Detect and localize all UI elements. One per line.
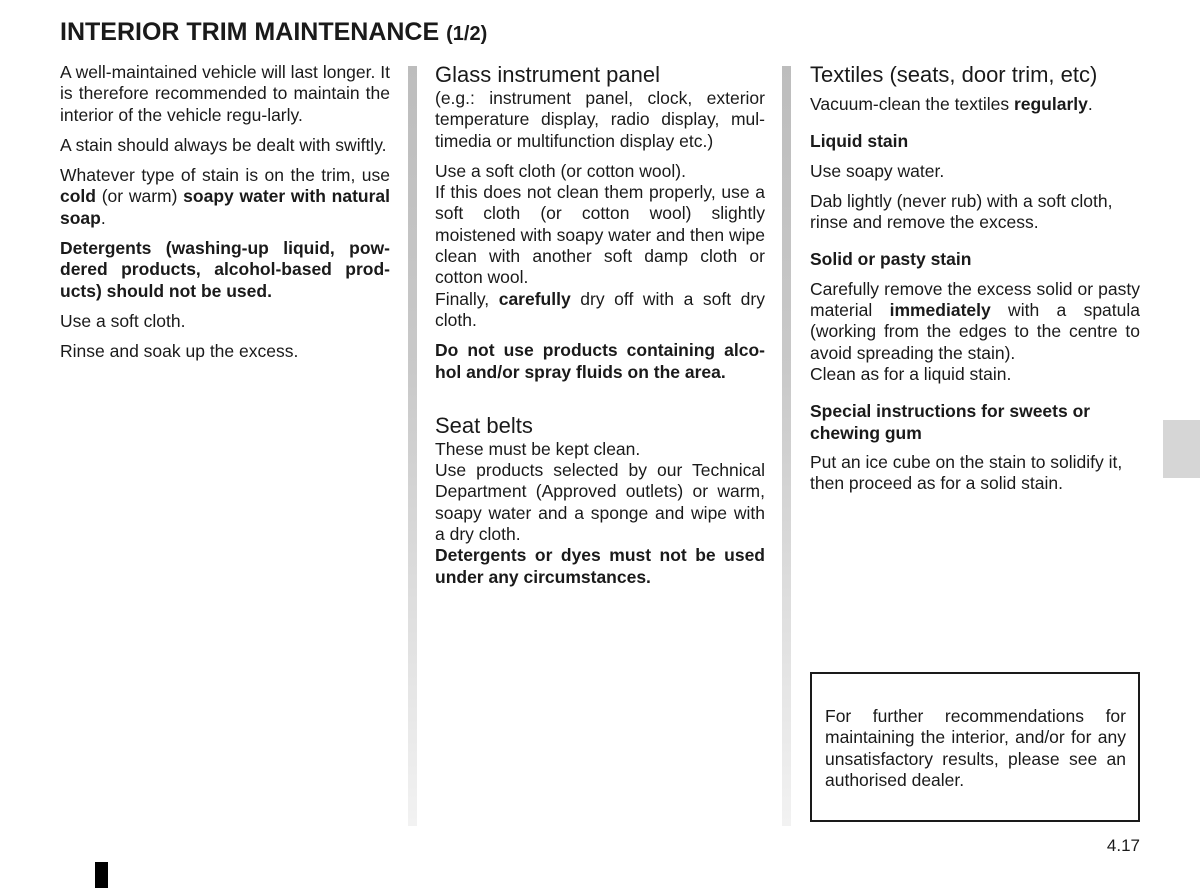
dealer-note-text: For further recommendations for maintaining the interior, and/or for any unsatisfactory results, please see an authorised dealer. [825,706,1126,790]
crop-mark [95,862,108,888]
text-run: (or warm) [95,186,184,207]
textiles-heading: Textiles (seats, door trim, etc) [810,62,1098,87]
text-run-bold: cold [60,186,96,207]
text-run: with a spatula (working from the edges to the centre to avoid spreading the stain). [810,300,1140,363]
seat-belts-paragraph: Use products selected by our Technical Department (Approved outlets) or warm, soapy water and a sponge and wipe with a dry cloth. [435,460,765,545]
dealer-note-box [810,672,1140,822]
glass-panel-step: Use a soft cloth (or cotton wool). [435,160,686,181]
column-textiles [810,62,1140,503]
text-run-bold: carefully [498,288,571,309]
liquid-stain-paragraph: Dab lightly (never rub) with a soft cloth, rinse and remove the excess. [810,190,1113,233]
column-intro [60,62,390,372]
section-thumb-tab [1163,420,1200,478]
seat-belts-paragraph: These must be kept clean. [435,438,641,459]
solid-stain-paragraph [810,279,1140,364]
soapy-water-paragraph [60,165,390,229]
liquid-stain-paragraph: Use soapy water. [810,160,945,181]
seat-belts-warning: Detergents or dyes must not be used under any circumstances. [435,545,765,587]
stain-paragraph: A stain should always be dealt with swiftly. [60,134,387,155]
text-run: Whatever type of stain is on the trim, use [60,165,390,186]
text-run: Carefully remove the excess solid or pasty material [810,278,1140,321]
text-run: . [1087,94,1093,114]
liquid-stain-heading: Liquid stain [810,131,909,152]
page-title-part: (1/2) [446,23,488,45]
text-run-bold: regularly [1013,94,1088,114]
solid-stain-paragraph: Clean as for a liquid stain. [810,363,1012,384]
sweets-gum-paragraph: Put an ice cube on the stain to solidify it, then proceed as for a solid stain. [810,451,1123,494]
glass-panel-warning: Do not use products containing alco-hol and/or spray fluids on the area. [435,340,765,382]
glass-panel-examples: (e.g.: instrument panel, clock, exterior temperature display, radio display, mul-timedia or multifunction display etc.) [435,88,765,151]
intro-paragraph: A well-maintained vehicle will last longer. It is therefore recommended to maintain the interior of the vehicle regu-larly. [60,62,390,125]
text-run: Vacuum-clean the textiles [810,94,1014,114]
column-glass-belts [435,62,765,597]
page-title-text: INTERIOR TRIM MAINTENANCE [60,18,440,46]
glass-panel-step: If this does not clean them properly, use a soft cloth (or cotton wool) slightly moistened with soapy water and then wipe clean with another soft damp cloth or cotton wool. [435,182,765,288]
page-number: 4.17 [1106,836,1140,855]
text-run-bold: immediately [889,300,991,321]
column-divider [408,66,417,826]
soft-cloth-paragraph: Use a soft cloth. [60,310,186,331]
rinse-paragraph: Rinse and soak up the excess. [60,341,299,362]
glass-panel-step [435,289,765,332]
seat-belts-heading: Seat belts [435,412,533,438]
text-run-bold: soapy water with natural soap [60,186,390,228]
glass-panel-heading: Glass instrument panel [435,62,660,87]
text-run: dry off with a soft dry cloth. [435,288,765,330]
text-run: . [100,207,106,228]
textiles-intro [810,94,1140,115]
sweets-gum-heading: Special instructions for sweets or chewing gum [810,401,1091,443]
solid-stain-heading: Solid or pasty stain [810,249,972,270]
text-run: Finally, [435,288,499,309]
page-title [60,18,487,47]
column-divider [782,66,791,826]
detergent-warning: Detergents (washing-up liquid, pow-dered products, alcohol-based prod-ucts) should not be used. [60,238,390,301]
